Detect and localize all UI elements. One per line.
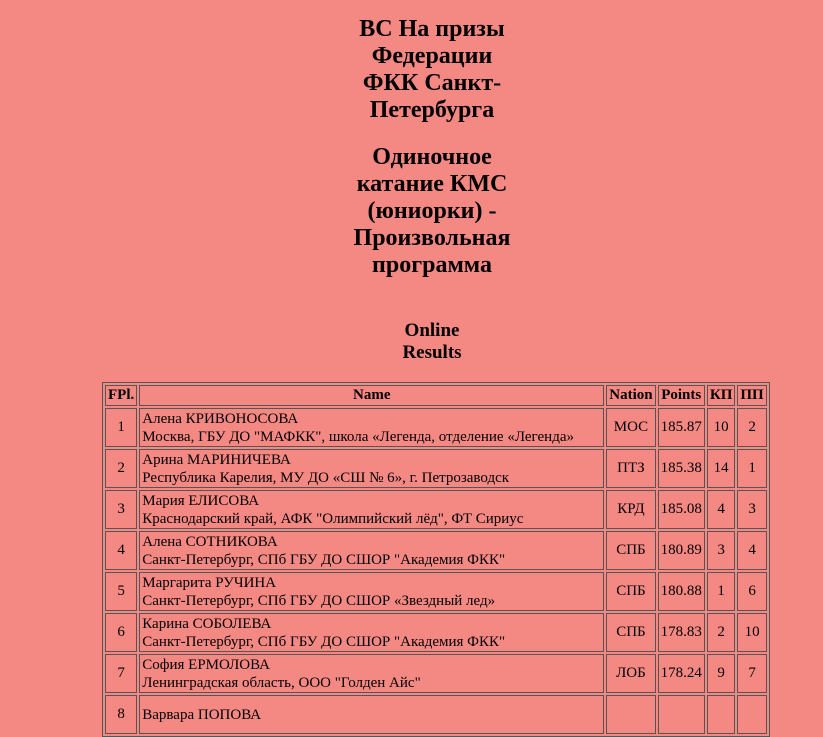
athlete-club: Санкт-Петербург, СПб ГБУ ДО СШОР «Звездный лед» (142, 592, 496, 609)
online-results-heading (382, 320, 482, 364)
category-title: Одиночное катание КМС (юниорки) - Произвольная программа (353, 144, 511, 278)
pp-cell: 3 (737, 490, 766, 529)
online-label: Online (404, 320, 460, 341)
table-row (105, 449, 767, 488)
pp-cell: 4 (737, 531, 766, 570)
kp-cell: 1 (707, 572, 736, 611)
col-pp: ПП (737, 385, 766, 406)
name-cell (139, 490, 604, 529)
pp-cell: 6 (737, 572, 766, 611)
pp-cell: 2 (737, 408, 766, 447)
results-label: Results (402, 342, 462, 363)
table-row (105, 572, 767, 611)
name-cell (139, 531, 604, 570)
nation-cell: ПТЗ (606, 449, 655, 488)
kp-cell: 10 (707, 408, 736, 447)
kp-cell: 14 (707, 449, 736, 488)
athlete-club: Республика Карелия, МУ ДО «СШ № 6», г. Петрозаводск (142, 469, 510, 486)
name-cell (139, 408, 604, 447)
athlete-name: София ЕРМОЛОВА (142, 656, 270, 673)
athlete-club: Ленинградская область, ООО "Голден Айс" (142, 674, 421, 691)
table-row (105, 654, 767, 693)
points-cell: 180.88 (658, 572, 705, 611)
nation-cell: КРД (606, 490, 655, 529)
athlete-name: Арина МАРИНИЧЕВА (142, 451, 291, 468)
name-cell (139, 654, 604, 693)
nation-cell: ЛОБ (606, 654, 655, 693)
name-cell (139, 613, 604, 652)
athlete-name: Карина СОБОЛЕВА (142, 615, 272, 632)
col-nation: Nation (606, 385, 655, 406)
athlete-name: Алена СОТНИКОВА (142, 533, 278, 550)
points-cell: 180.89 (658, 531, 705, 570)
points-cell: 178.24 (658, 654, 705, 693)
points-cell: 185.08 (658, 490, 705, 529)
col-fpl: FPl. (105, 385, 137, 406)
nation-cell: СПБ (606, 572, 655, 611)
kp-cell: 9 (707, 654, 736, 693)
kp-cell: 2 (707, 613, 736, 652)
col-name: Name (139, 385, 604, 406)
athlete-name: Алена КРИВОНОСОВА (142, 410, 299, 427)
athlete-club: Краснодарский край, АФК "Олимпийский лёд", ФТ Сириус (142, 510, 524, 527)
col-points: Points (658, 385, 705, 406)
col-kp: КП (707, 385, 736, 406)
points-cell: 185.87 (658, 408, 705, 447)
fpl-cell: 1 (105, 408, 137, 447)
athlete-club: Москва, ГБУ ДО "МАФКК", школа «Легенда, отделение «Легенда» (142, 428, 574, 445)
table-row (105, 613, 767, 652)
nation-cell: СПБ (606, 531, 655, 570)
athlete-name: Варвара ПОПОВА (142, 706, 262, 723)
name-cell (139, 572, 604, 611)
fpl-cell: 4 (105, 531, 137, 570)
fpl-cell: 2 (105, 449, 137, 488)
results-header-row (105, 385, 767, 406)
nation-cell: МОС (606, 408, 655, 447)
athlete-name: Маргарита РУЧИНА (142, 574, 277, 591)
fpl-cell: 7 (105, 654, 137, 693)
table-row (105, 490, 767, 529)
nation-cell: СПБ (606, 613, 655, 652)
pp-cell: 10 (737, 613, 766, 652)
athlete-club: Санкт-Петербург, СПб ГБУ ДО СШОР "Академия ФКК" (142, 633, 506, 650)
fpl-cell: 5 (105, 572, 137, 611)
fpl-cell: 3 (105, 490, 137, 529)
name-cell (139, 449, 604, 488)
results-table (102, 382, 770, 737)
pp-cell: 7 (737, 654, 766, 693)
fpl-cell: 8 (105, 695, 137, 734)
fpl-cell: 6 (105, 613, 137, 652)
kp-cell: 3 (707, 531, 736, 570)
pp-cell: 1 (737, 449, 766, 488)
athlete-club: Санкт-Петербург, СПб ГБУ ДО СШОР "Академия ФКК" (142, 551, 506, 568)
athlete-name: Мария ЕЛИСОВА (142, 492, 260, 509)
table-row (105, 408, 767, 447)
points-cell: 178.83 (658, 613, 705, 652)
kp-cell: 4 (707, 490, 736, 529)
table-row (105, 531, 767, 570)
points-cell: 185.38 (658, 449, 705, 488)
event-title: ВС На призы Федерации ФКК Санкт-Петербурга (359, 16, 505, 123)
